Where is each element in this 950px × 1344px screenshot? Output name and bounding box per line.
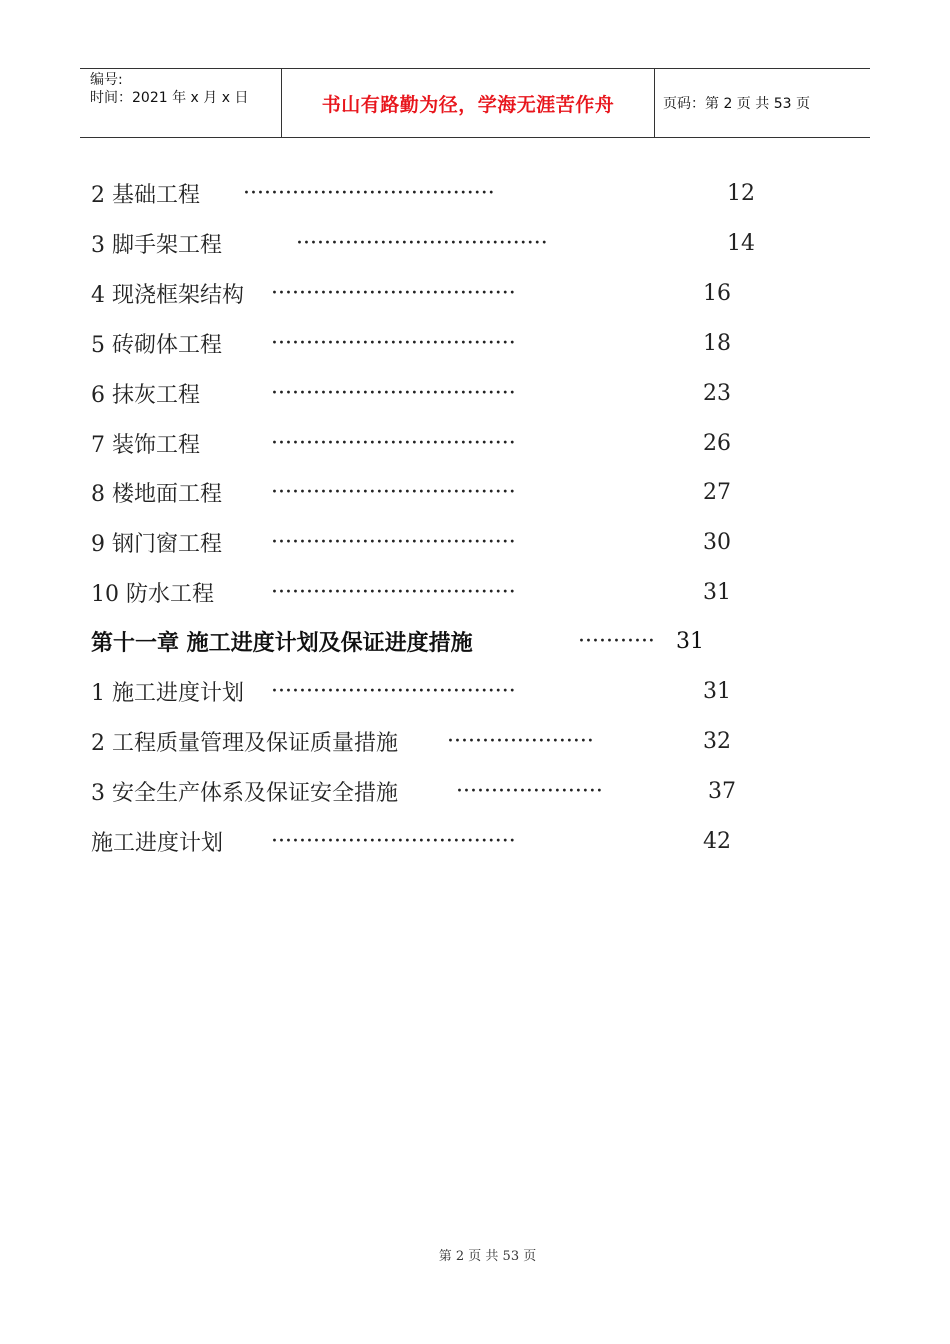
toc-entry[interactable] [91,674,731,708]
toc-entry-leader: ··································· [271,678,516,704]
toc-entry-leader: ··································· [271,479,516,505]
toc-entry-leader: ··································· [271,280,516,306]
toc-entry-page: 37 [708,778,736,804]
toc-entry-page: 26 [703,430,731,456]
toc-entry[interactable] [91,226,755,260]
toc-entry-title: 9 钢门窗工程 [91,531,222,557]
header-motto: 书山有路勤为径，学海无涯苦作舟 [282,69,655,137]
toc-entry[interactable] [91,376,731,410]
toc-entry[interactable] [91,724,731,758]
toc-entry-page: 16 [703,280,731,306]
toc-entry-leader: ··································· [271,330,516,356]
toc-entry-title: 2 工程质量管理及保证质量措施 [91,730,398,756]
toc-entry-leader: ··································· [271,828,516,854]
toc-entry[interactable] [91,426,731,460]
toc-entry[interactable] [91,575,731,609]
toc-entry-leader: ··································· [271,529,516,555]
toc-entry-leader: ····················· [447,728,594,754]
toc-entry-leader: ···································· [296,230,548,256]
toc-entry-leader: ····················· [456,778,603,804]
toc-entry-title: 2 基础工程 [91,182,200,208]
toc-entry-page: 42 [703,828,731,854]
toc-entry-page: 12 [727,180,755,206]
toc-entry-page: 31 [676,628,704,654]
toc-entry-leader: ··········· [578,628,655,654]
header-page-info: 页码：第 2 页 共 53 页 [663,96,810,112]
toc-entry-title: 6 抹灰工程 [91,382,200,408]
page-footer: 第 2 页 共 53 页 [438,1249,537,1264]
toc-entry[interactable] [91,475,731,509]
toc-entry-leader: ···································· [243,180,495,206]
toc-entry[interactable] [91,774,736,808]
time-label: 时间：2021 年 x 月 x 日 [90,90,249,106]
toc-entry-page: 30 [703,529,731,555]
toc-entry-title: 1 施工进度计划 [91,680,244,706]
toc-entry-title: 8 楼地面工程 [91,481,222,507]
toc-entry-leader: ··································· [271,430,516,456]
toc-entry-title: 5 砖砌体工程 [91,332,222,358]
toc-entry-page: 31 [703,579,731,605]
toc-entry-title: 第十一章 施工进度计划及保证进度措施 [91,630,473,656]
toc-entry-title: 7 装饰工程 [91,432,200,458]
toc-entry-page: 31 [703,678,731,704]
toc-entry[interactable] [91,525,731,559]
toc-entry-page: 18 [703,330,731,356]
toc-entry-title: 施工进度计划 [91,830,224,856]
toc-entry[interactable] [91,824,731,858]
toc-entry[interactable] [91,326,731,360]
toc-entry-title: 4 现浇框架结构 [91,282,244,308]
toc-entry-title: 3 脚手架工程 [91,232,222,258]
toc-entry-leader: ··································· [271,380,516,406]
toc-entry[interactable] [91,176,755,210]
toc-entry-page: 32 [703,728,731,754]
toc-entry[interactable] [91,276,731,310]
header-meta [80,69,282,137]
number-label: 编号: [90,72,123,88]
page-header [80,68,870,138]
toc-entry-title: 3 安全生产体系及保证安全措施 [91,780,398,806]
toc-entry-page: 27 [703,479,731,505]
toc-entry-title: 10 防水工程 [91,581,214,607]
toc-entry-page: 14 [727,230,755,256]
toc-chapter-entry[interactable] [91,624,704,658]
toc-entry-leader: ··································· [271,579,516,605]
toc-entry-page: 23 [703,380,731,406]
